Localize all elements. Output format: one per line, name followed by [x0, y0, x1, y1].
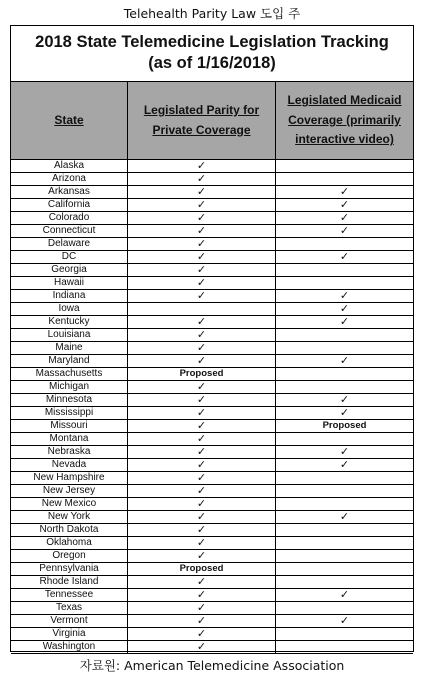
table-row [11, 355, 413, 368]
parity-cell: ✓ [128, 485, 276, 497]
state-cell: Tennessee [11, 589, 128, 601]
state-cell: Michigan [11, 381, 128, 393]
table-row [11, 303, 413, 316]
source-caption: 자료원: American Telemedicine Association [79, 658, 345, 673]
medicaid-cell [276, 563, 413, 575]
state-cell: Massachusetts [11, 368, 128, 380]
state-cell: Hawaii [11, 277, 128, 289]
top-caption: Telehealth Parity Law 도입 주 [123, 6, 301, 21]
table-row [11, 264, 413, 277]
medicaid-cell [276, 537, 413, 549]
medicaid-cell: ✓ [339, 186, 350, 198]
state-cell: Maine [11, 342, 128, 354]
medicaid-cell: ✓ [339, 511, 350, 523]
state-cell: New Mexico [11, 498, 128, 510]
parity-cell: ✓ [128, 498, 276, 510]
medicaid-cell [276, 342, 413, 354]
medicaid-cell [276, 433, 413, 445]
medicaid-cell [276, 576, 413, 588]
state-cell: New Hampshire [11, 472, 128, 484]
medicaid-cell [276, 550, 413, 562]
table-row [11, 459, 413, 472]
header-medicaid-label: Legislated Medicaid Coverage (primarily interactive video) [287, 93, 402, 147]
table-row [11, 602, 413, 615]
medicaid-cell [276, 602, 413, 614]
state-cell: Pennsylvania [11, 563, 128, 575]
table-row [11, 563, 413, 576]
state-cell: Nebraska [11, 446, 128, 458]
table-row [11, 225, 413, 238]
parity-cell: ✓ [128, 511, 276, 523]
parity-cell: ✓ [128, 381, 276, 393]
state-cell: Georgia [11, 264, 128, 276]
medicaid-cell [276, 381, 413, 393]
medicaid-cell [276, 485, 413, 497]
table-row [11, 342, 413, 355]
state-cell: Maryland [11, 355, 128, 367]
header-medicaid [276, 82, 413, 159]
state-cell: Alaska [11, 160, 128, 172]
parity-cell: ✓ [128, 576, 276, 588]
parity-cell: ✓ [128, 420, 276, 432]
medicaid-cell [276, 160, 413, 172]
table-row [11, 641, 413, 654]
state-cell: Arizona [11, 173, 128, 185]
table-row [11, 446, 413, 459]
table-row [11, 394, 413, 407]
parity-cell: ✓ [128, 316, 276, 328]
medicaid-cell: ✓ [339, 212, 350, 224]
table-header [11, 81, 413, 160]
state-cell: Virginia [11, 628, 128, 640]
table-row [11, 381, 413, 394]
table-row [11, 407, 413, 420]
parity-cell: ✓ [128, 446, 276, 458]
table-row [11, 524, 413, 537]
medicaid-cell [276, 641, 413, 653]
table-title [11, 26, 413, 81]
table-row [11, 173, 413, 186]
parity-cell: ✓ [128, 277, 276, 289]
state-cell: New Jersey [11, 485, 128, 497]
parity-cell: ✓ [128, 459, 276, 471]
parity-cell: ✓ [128, 394, 276, 406]
table-row [11, 329, 413, 342]
parity-cell: ✓ [128, 329, 276, 341]
state-cell: Louisiana [11, 329, 128, 341]
table-row [11, 186, 413, 199]
table-row [11, 238, 413, 251]
table-title-line-2: (as of 1/16/2018) [148, 54, 276, 72]
medicaid-cell: ✓ [339, 316, 350, 328]
parity-cell: ✓ [128, 290, 276, 302]
state-cell: Montana [11, 433, 128, 445]
medicaid-cell: ✓ [339, 225, 350, 237]
medicaid-cell [276, 368, 413, 380]
state-cell: Arkansas [11, 186, 128, 198]
parity-cell: ✓ [128, 225, 276, 237]
state-cell: North Dakota [11, 524, 128, 536]
table-row [11, 615, 413, 628]
header-private-parity-label: Legislated Parity for Private Coverage [143, 103, 260, 137]
parity-cell: ✓ [128, 602, 276, 614]
table-row [11, 251, 413, 264]
medicaid-cell [276, 628, 413, 640]
parity-cell: ✓ [128, 342, 276, 354]
parity-cell: ✓ [128, 628, 276, 640]
parity-cell: ✓ [128, 251, 276, 263]
table-row [11, 576, 413, 589]
state-cell: Washington [11, 641, 128, 653]
parity-cell: ✓ [128, 212, 276, 224]
table-row [11, 212, 413, 225]
table-row [11, 485, 413, 498]
parity-cell: ✓ [128, 186, 276, 198]
parity-cell: ✓ [128, 433, 276, 445]
parity-cell: ✓ [128, 550, 276, 562]
table-row [11, 433, 413, 446]
parity-cell: ✓ [128, 524, 276, 536]
medicaid-cell: ✓ [339, 303, 350, 315]
medicaid-cell: ✓ [339, 355, 350, 367]
table-row [11, 472, 413, 485]
medicaid-cell: ✓ [339, 290, 350, 302]
medicaid-cell: ✓ [339, 394, 350, 406]
state-cell: Rhode Island [11, 576, 128, 588]
medicaid-cell [276, 264, 413, 276]
state-cell: Mississippi [11, 407, 128, 419]
table-row [11, 277, 413, 290]
table-row [11, 368, 413, 381]
parity-cell: Proposed [128, 368, 276, 380]
state-cell: Oklahoma [11, 537, 128, 549]
state-cell: Kentucky [11, 316, 128, 328]
medicaid-cell [276, 329, 413, 341]
table-row [11, 316, 413, 329]
state-cell: Iowa [11, 303, 128, 315]
state-cell: Nevada [11, 459, 128, 471]
parity-cell: ✓ [128, 641, 276, 653]
table-title-line-1: 2018 State Telemedicine Legislation Tracking [35, 33, 389, 51]
medicaid-cell: ✓ [339, 251, 350, 263]
state-cell: Missouri [11, 420, 128, 432]
table-row [11, 537, 413, 550]
state-cell: DC [11, 251, 128, 263]
parity-cell: ✓ [128, 199, 276, 211]
state-cell: Vermont [11, 615, 128, 627]
table-row [11, 498, 413, 511]
table-row [11, 550, 413, 563]
medicaid-cell [276, 498, 413, 510]
table-row [11, 589, 413, 602]
state-cell: Texas [11, 602, 128, 614]
table-row [11, 160, 413, 173]
table-row [11, 628, 413, 641]
medicaid-cell: ✓ [339, 199, 350, 211]
parity-cell: ✓ [128, 160, 276, 172]
medicaid-cell [276, 238, 413, 250]
state-cell: Oregon [11, 550, 128, 562]
medicaid-cell [276, 524, 413, 536]
legislation-table [10, 25, 414, 652]
parity-cell: ✓ [128, 355, 276, 367]
medicaid-cell [276, 472, 413, 484]
medicaid-cell: ✓ [339, 615, 350, 627]
medicaid-cell: ✓ [339, 407, 350, 419]
medicaid-cell: ✓ [339, 446, 350, 458]
table-row [11, 290, 413, 303]
parity-cell: ✓ [128, 407, 276, 419]
parity-cell: ✓ [128, 537, 276, 549]
parity-cell: ✓ [128, 472, 276, 484]
table-row [11, 420, 413, 433]
parity-cell: ✓ [128, 615, 276, 627]
state-cell: Colorado [11, 212, 128, 224]
state-cell: California [11, 199, 128, 211]
parity-cell: ✓ [128, 238, 276, 250]
medicaid-cell: Proposed [322, 420, 367, 431]
parity-cell [128, 303, 276, 315]
table-row [11, 511, 413, 524]
state-cell: Connecticut [11, 225, 128, 237]
parity-cell: Proposed [128, 563, 276, 575]
medicaid-cell: ✓ [339, 459, 350, 471]
state-cell: New York [11, 511, 128, 523]
parity-cell: ✓ [128, 589, 276, 601]
state-cell: Delaware [11, 238, 128, 250]
medicaid-cell [276, 277, 413, 289]
parity-cell: ✓ [128, 264, 276, 276]
table-row [11, 199, 413, 212]
medicaid-cell: ✓ [339, 589, 350, 601]
header-state: State [11, 82, 128, 159]
header-private-parity [128, 82, 276, 159]
medicaid-cell [276, 173, 413, 185]
parity-cell: ✓ [128, 173, 276, 185]
state-cell: Indiana [11, 290, 128, 302]
state-cell: Minnesota [11, 394, 128, 406]
